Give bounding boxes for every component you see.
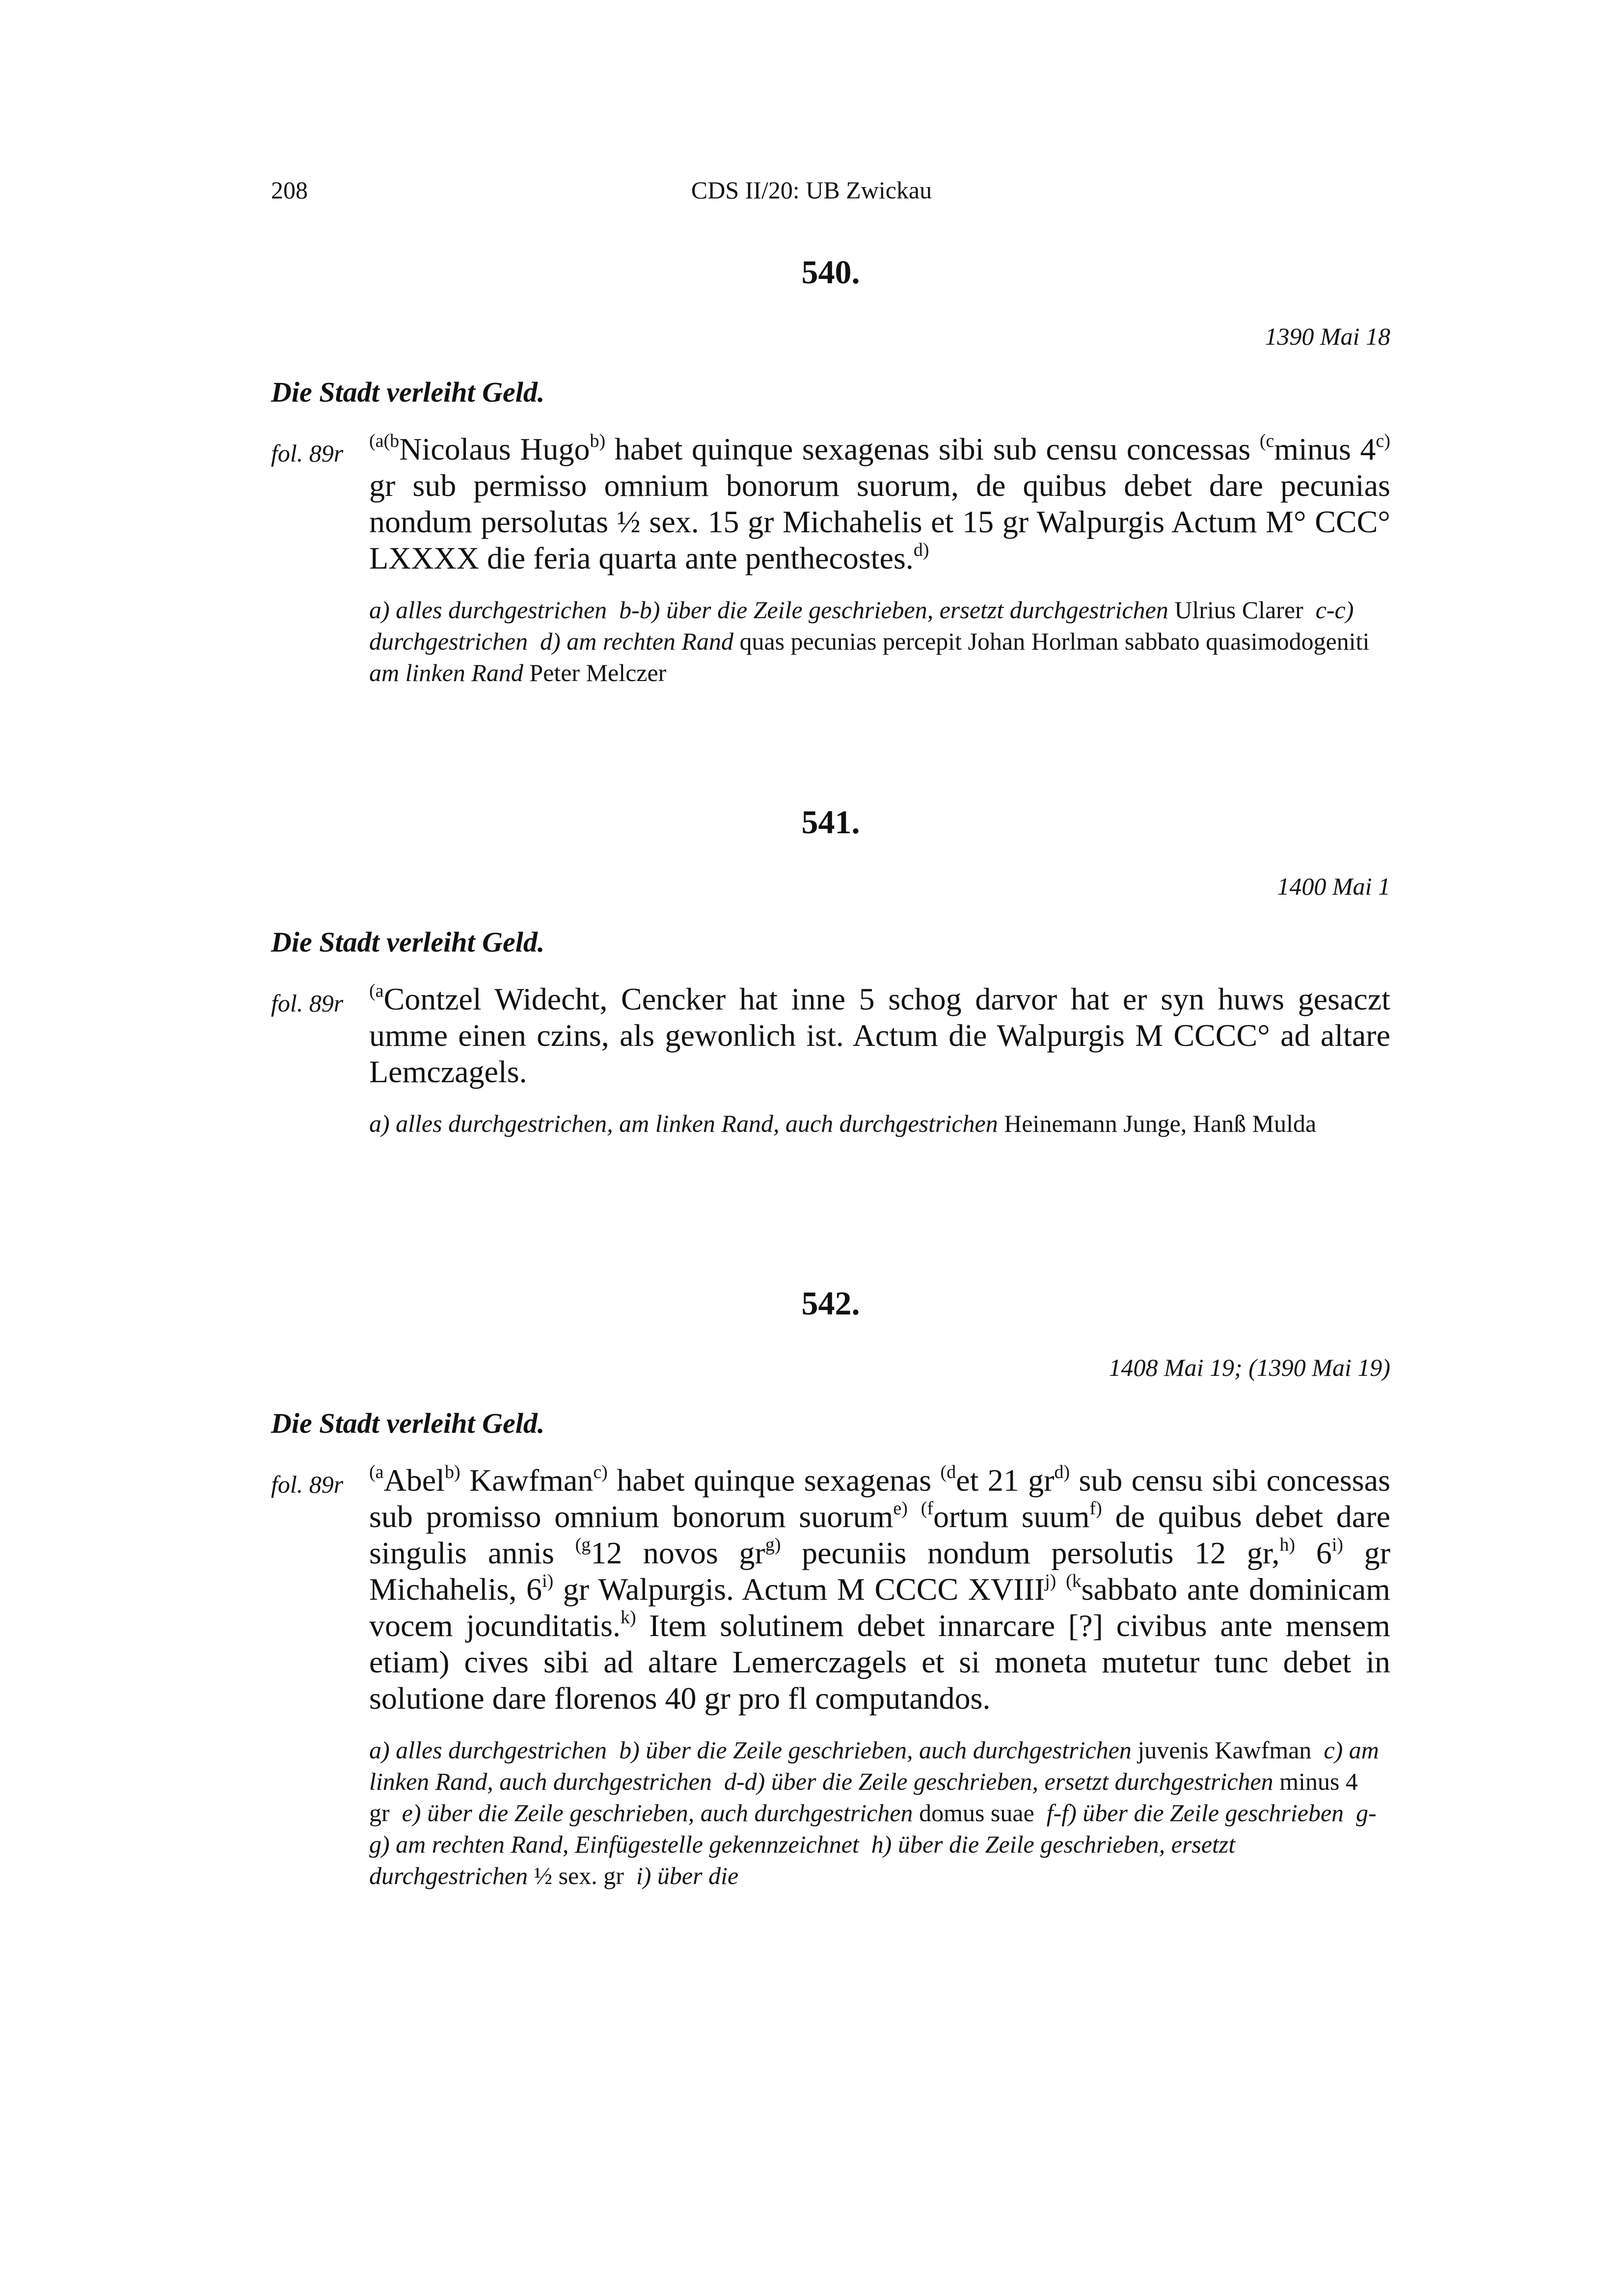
entry-number: 542. bbox=[801, 1285, 860, 1322]
entry-text: $^{(a}$Contzel Widecht, Cencker hat inne 5 schog darvor hat er syn huws gesaczt umme einen czins, als gewonlich ist. Actum die Walpurgis M CCCC° ad altare Lemczagels. bbox=[369, 981, 1390, 1089]
critical-apparatus: a) alles durchgestrichen b-b) über die Zeile geschrieben, ersetzt durchgestrichen Ulrius Clarer c-c) durchgestrichen d) am rechten Rand quas pecunias percepit Johan Horlman sabbato quasimodogeniti am linken Rand Peter Melczer bbox=[369, 596, 1370, 686]
entry-542 bbox=[271, 1286, 1390, 1891]
entry-540 bbox=[271, 255, 1390, 688]
entry-body-row bbox=[271, 981, 1390, 1090]
critical-apparatus: a) alles durchgestrichen b) über die Zeile geschrieben, auch durchgestrichen juvenis Kawfman c) am linken Rand, auch durchgestrichen d-d) über die Zeile geschrieben, ersetzt durchgestrichen minus 4 gr e) über die Zeile geschrieben, auch durchgestrichen domus suae f-f) über die Zeile geschrieben g-g) am rechten Rand, Einfügestelle gekennzeichnet h) über die Zeile geschrieben, ersetzt durchgestrichen ½ sex. gr i) über die bbox=[369, 1736, 1379, 1889]
folio-reference: fol. 89r bbox=[271, 1471, 344, 1498]
running-title: CDS II/20: UB Zwickau bbox=[691, 176, 932, 204]
folio-reference: fol. 89r bbox=[271, 439, 344, 467]
entry-date: 1390 Mai 18 bbox=[1265, 323, 1390, 350]
folio-reference: fol. 89r bbox=[271, 989, 344, 1017]
entry-body-row bbox=[271, 1462, 1390, 1717]
entry-541 bbox=[271, 805, 1390, 1139]
entry-text: $^{(a}$Abel$^{b)}$ Kawfman$^{c)}$ habet quinque sexagenas $^{(d}$et 21 $gr^{d)}$ sub censu sibi concessas sub promisso omnium bonorum suorum$^{e)}$ $^{(f}$ortum suum$^{f)}$ de quibus debet dare singulis annis $^{(g}$12 novos $gr^{g)}$ pecuniis nondum persolutis 12 gr,$^{h)}$ 6$^{i)}$ gr Michahelis, 6$^{i)}$ gr Walpurgis. Actum M CCCC XVIII$^{j)}$ $^{(k}$sabbato ante dominicam vocem jocunditatis.$^{k)}$ Item solutinem debet innarcare [?] civibus ante mensem etiam) cives sibi ad altare Lemerczagels et si moneta mutetur tunc debet in solutione dare florenos 40 gr pro fl computandos. bbox=[369, 1462, 1391, 1716]
critical-apparatus: a) alles durchgestrichen, am linken Rand, auch durchgestrichen Heinemann Junge, Hanß Mulda bbox=[369, 1110, 1317, 1137]
entry-title: Die Stadt verleiht Geld. bbox=[271, 1407, 545, 1439]
entry-title: Die Stadt verleiht Geld. bbox=[271, 926, 545, 958]
page-number: 208 bbox=[271, 176, 308, 204]
entry-title: Die Stadt verleiht Geld. bbox=[271, 376, 545, 408]
entry-number: 540. bbox=[801, 253, 860, 291]
entry-date: 1400 Mai 1 bbox=[1277, 873, 1390, 900]
entry-body-row bbox=[271, 431, 1390, 576]
entry-text: $^{(a(b}$Nicolaus Hugo$^{b)}$ habet quinque sexagenas sibi sub censu concessas $^{(c}$minus 4$^{c)}$ gr sub permisso omnium bonorum suorum, de quibus debet dare pecunias nondum persolutas ½ sex. 15 gr Michahelis et 15 gr Walpurgis Actum M° CCC° LXXXX die feria quarta ante penthecostes.$^{d)}$ bbox=[369, 431, 1390, 575]
entry-date: 1408 Mai 19; (1390 Mai 19) bbox=[1109, 1354, 1390, 1381]
entry-number: 541. bbox=[801, 803, 860, 841]
